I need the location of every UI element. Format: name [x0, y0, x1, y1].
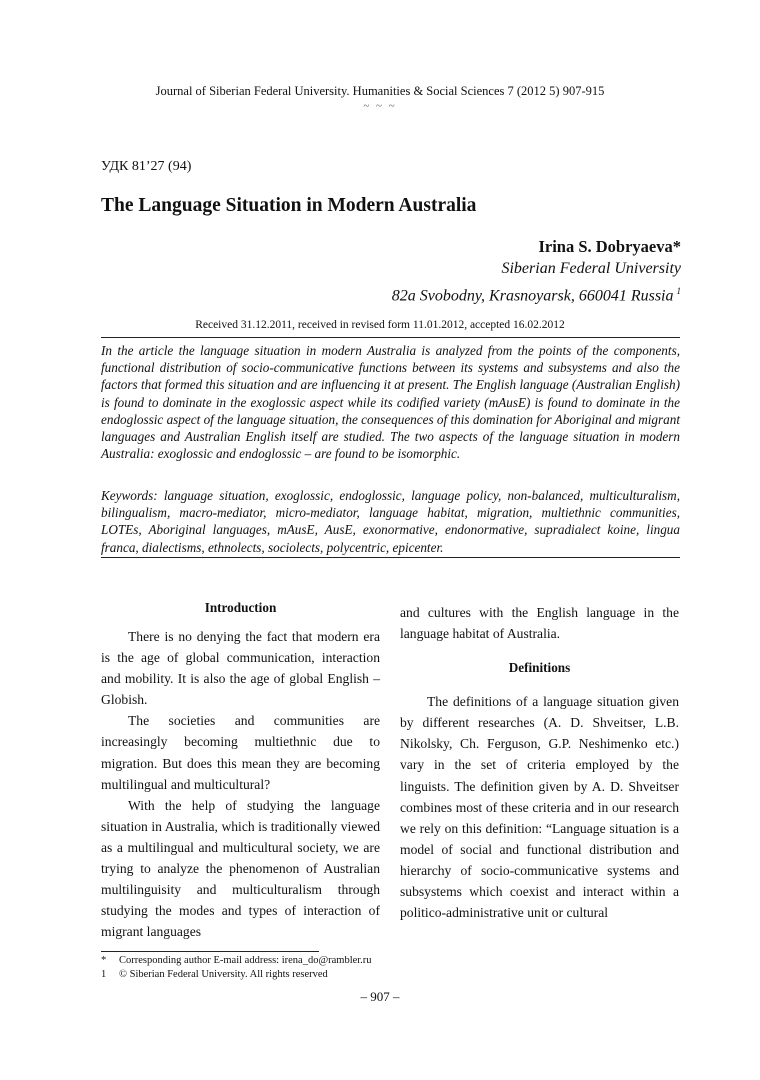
author-block	[392, 236, 681, 307]
author-address-line	[392, 280, 681, 307]
intro-paragraph-1: There is no denying the fact that modern era is the age of global communication, interaction and mobility. It is also the age of global English – Globish.	[101, 629, 380, 708]
left-column	[101, 597, 380, 942]
footnote-1-text: Corresponding author E-mail address: irena_do@rambler.ru	[119, 955, 372, 966]
intro-paragraph-3: With the help of studying the language situation in Australia, which is traditionally viewed as a multilingual and multicultural society, we are trying to analyze the phenomenon of Australian multilinguisity and multiculturalism through studying the modes and types of interaction of migrant languages	[101, 797, 380, 940]
page-number: – 907 –	[360, 989, 400, 1004]
abstract-top-rule	[101, 337, 680, 338]
definitions-paragraph-1: The definitions of a language situation given by different researches (A. D. Shveitser, L.B. Nikolsky, Ch. Ferguson, G.P. Neshimenko etc.) vary in the set of criteria employed by the linguists. The definition given by A. D. Shveitser combines most of these criteria and in our research we rely on this definition: “Language situation is a model of social and functional distribution and hierarchy of socio-communicative systems and subsystems which coexist and interact within a politico-administrative unit or cultural	[400, 694, 679, 921]
author-address: 82a Svobodny, Krasnoyarsk, 660041 Russia	[391, 287, 674, 305]
header-separator: ~ ~ ~	[363, 100, 397, 112]
keywords: Keywords: language situation, exoglossic, endoglossic, language policy, non-balanced, multiculturalism, bilingualism, macro-mediator, micro-mediator, language habitat, migration, multiethnic communities, LOTEs, Aboriginal languages, mAusE, AusE, exonormative, endonormative, supradialect koine, lingua franca, dialectisms, ethnolects, sociolects, polycentric, epicenter.	[101, 488, 680, 555]
udk-code: УДК 81’27 (94)	[101, 159, 192, 174]
abstract: In the article the language situation in modern Australia is analyzed from the points of the components, functional distribution of socio-communicative functions between its systems and subsystems and also the factors that formed this situation and are influencing it at present. The English language (Australian English) is found to dominate in the exoglossic aspect while its codified variety (mAusE) is found to dominate in the endoglossic aspect of the language situation, the consequences of this domination for Aboriginal and migrant languages and Australian English itself are studied. The two aspects of the language situation in modern Australia: exoglossic and endoglossic – are found to be isomorphic.	[101, 343, 680, 462]
article-title: The Language Situation in Modern Australia	[101, 195, 477, 216]
footnote-2-mark: 1	[101, 969, 107, 980]
right-column	[400, 602, 679, 923]
journal-header: Journal of Siberian Federal University. Humanities & Social Sciences 7 (2012 5) 907-915	[155, 84, 605, 98]
footnote-1	[101, 954, 501, 968]
footnote-rule	[101, 951, 319, 952]
author-name: Irina S. Dobryaeva*	[538, 237, 681, 256]
footnote-2-text: © Siberian Federal University. All rights reserved	[119, 969, 328, 980]
abstract-bottom-rule	[101, 557, 680, 558]
definitions-heading: Definitions	[508, 660, 571, 676]
footnote-2	[101, 968, 501, 982]
intro-paragraph-3-continued: and cultures with the English language in the language habitat of Australia.	[400, 605, 679, 642]
footnote-1-mark: *	[101, 955, 107, 966]
introduction-heading: Introduction	[204, 600, 277, 615]
intro-paragraph-2: The societies and communities are increasingly becoming multiethnic due to migration. But does this mean they are becoming multilingual and multicultural?	[101, 713, 380, 792]
author-affiliation: Siberian Federal University	[501, 260, 681, 277]
received-dates: Received 31.12.2011, received in revised form 11.01.2012, accepted 16.02.2012	[195, 319, 565, 331]
address-footnote-mark: 1	[676, 286, 681, 296]
